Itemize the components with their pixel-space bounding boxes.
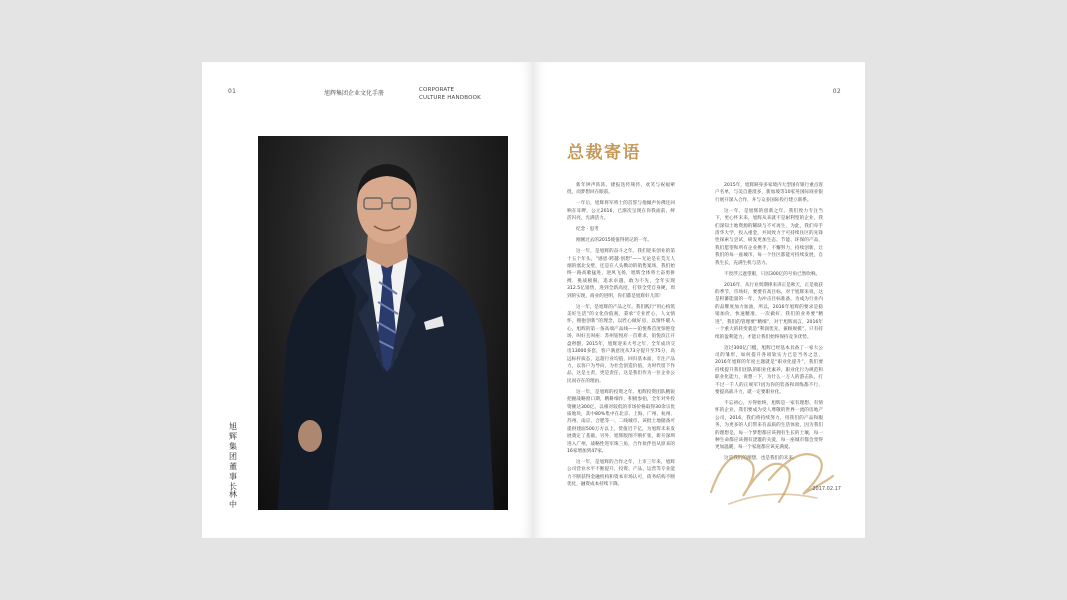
paragraph: 这一年，是旭辉的产品之年。我们践行“用心构筑美好生活”的文化价值观，秉承“专业匠心，人文情怀，拥抱创新”的理念，以匠心做好房，以情怀暖人心，旭辉的第一条高端产品线——铂悦系首度惊艳登场，叫好且叫座：苏州铂悦府一首难求，铂悦滨江开盘秒罄，2015年，旭辉迎来大考之年，全年成功交房13000多套，客户满意度从73分提升至75分，高远标杆质态，远超行业均值，回归基本面，专注产品力，以客户为导向，为社会创造价值，为时代留下作品，这是主责，更是责任，这是我们作为一位企业公民而存在的理由。 [567, 304, 675, 384]
paragraph: 这一年，是旭辉的奋斗之年。我们迎来创业的第十五个年头，“感恩·跨越·创想”——无论是在荒无人烟的塞北戈壁，还是在人头攒动的销售案场，我们始终一路高歌猛进，逆风飞扬，旭辉全体将士奋勇拼搏，挑战极限，追求卓越，敢为不先，全年实现312.5亿销售，进到全新高度，打铁全凭自身硬，周到的实现，商业的进明，你们都是旭辉好儿郎！ [567, 249, 675, 299]
paragraph: 纪念 · 思考 [576, 227, 599, 233]
paragraph: 不畏浮云遮望眼，只因300亿的号角已然吹响。 [724, 271, 821, 277]
paragraph: 这一年，是旭辉的投资之年。旭辉投资团队精锐把握战略窗口期，精耕细作，积极参拍，全年对外投资额达300亿，以相对较低的市场价格取得30余宗优质地块，其中80%集中在北京、上海、广州、杭州、苏州、南京、合肥等一、二线城市，该批土地储备可提供建面500万方以上，货值近千亿，为旭辉未来发展奠定了基础，另外，旭辉版图不断扩张，新开深圳进入广州，战略性进军珠三角，合作伙伴也从原来的16家增加到47家。 [567, 389, 675, 454]
paragraph: 2016年，从行业周期律来讲正是秋天，正是收获的季节，市场好，要要有高目标，对于旭辉来说，这是积蓄能量的一年，为冲击目标准备，为成为行业内的品牌度加力加油，所以，2016年旭辉的要求是稳销加价，快速精准，一次做好，我们的业务要“精进”，我们的管理要“精细”，对于旭辉而言，2016年一个重大的转变就是“利润优先，兼顾规模”，只有持续的盈利能力，才能让我们始终保持竞争优势。 [715, 282, 823, 340]
page-number-right: 02 [832, 88, 841, 95]
header-english [419, 86, 481, 102]
portrait-caption-title: 旭辉集团董事长 [229, 422, 237, 491]
header-title: 旭辉集团企业文化手册 [324, 90, 385, 97]
portrait-illustration [258, 136, 508, 510]
paragraph: 这是我们的理想，也是我们的未来。 [724, 456, 798, 462]
right-page [533, 62, 865, 538]
paragraph: 迈过300亿门槛，旭辉已经基本具备了一家大公司的雏形，如何提升各项软实力已是当务之急，2016年旭辉的年度主题就是“职业化提升”，我们要持续提升我们团队的职业化素养，职业化行为规范和职业化能力，说想一下，为什么一万人的游击队，打不过一千人的正规军?因为你的装备和训练都不行，要提高战斗力，就一定要职业化。 [715, 345, 823, 395]
left-page [202, 62, 533, 538]
paragraph: 一年后，旭辉将军将士的首誓与他倾声仿佛还回响在耳畔，公元2016，已渐次呈现在你我面前，鲜活闪亮，光满活力。 [567, 201, 675, 222]
magazine-spread [202, 62, 865, 538]
paragraph: 不忘初心，方得始终，旭辉是一家有理想、有情怀的企业，我们要成为受人尊敬的世界一流的房地产公司，2016，我们将持续努力，用我们的产品和服务，为更多的人们带来有品质的生活体验，因为我们的理想是，每一个梦想都应该拥有生长的土壤，每一种生命都应该拥有浇灌的关爱，每一座城市都会变得更加温暖，每一个家庭都应该充满爱。 [715, 400, 823, 451]
page-heading: 总裁寄语 [567, 143, 641, 163]
page-number-left: 01 [228, 88, 237, 95]
portrait-photo [258, 136, 508, 510]
text-column-1 [567, 182, 675, 492]
paragraph: 刚刚过去的2015使值得铭记的一年。 [576, 238, 653, 244]
header-en-line1: CORPORATE [419, 87, 455, 93]
paragraph: 这一年，是旭辉的创新之年。我们致力专注当下，更心怀未来，旭辉从来就不是耐利型的企业，我们深知土地资源的稀缺与不可再生，为此，我们牵手清华大学，投入重金，共同致力于可持续住区的先锋性探索与尝试，研发更加生态、节能、环保的产品，我们愿望和所有企业携手，不懈努力，持续创新，让我们的每一座城市、每一个住区都能可持续发展，自我生长，充满生机与活力。 [715, 208, 823, 266]
header-en-line2: CULTURE HANDBOOK [419, 95, 481, 101]
sign-date: 2017.02.17 [812, 486, 841, 492]
paragraph: 新年钟声阵阵，捷报迭传频传，欢笑与祝福萦绕，而梦想回在眼前。 [567, 183, 675, 196]
portrait-caption-name: 林中 [229, 490, 237, 509]
paragraph: 这一年，是旭辉的合作之年，上市三年来，旭辉公司营业水平不断提升，投资、产品、运营等专业能力不断获得金融机构和资本市场认可，债务结构不断优化，融资成本持续下降。 [567, 459, 675, 488]
signature-image [699, 422, 839, 522]
paragraph: 2015年，旭辉跻身多家境内大型国有银行重点客户名单，与美自港澄多，新加坡等10家英国际商业银行展开深入合作，并与众多国际投行建立联系。 [715, 183, 823, 203]
